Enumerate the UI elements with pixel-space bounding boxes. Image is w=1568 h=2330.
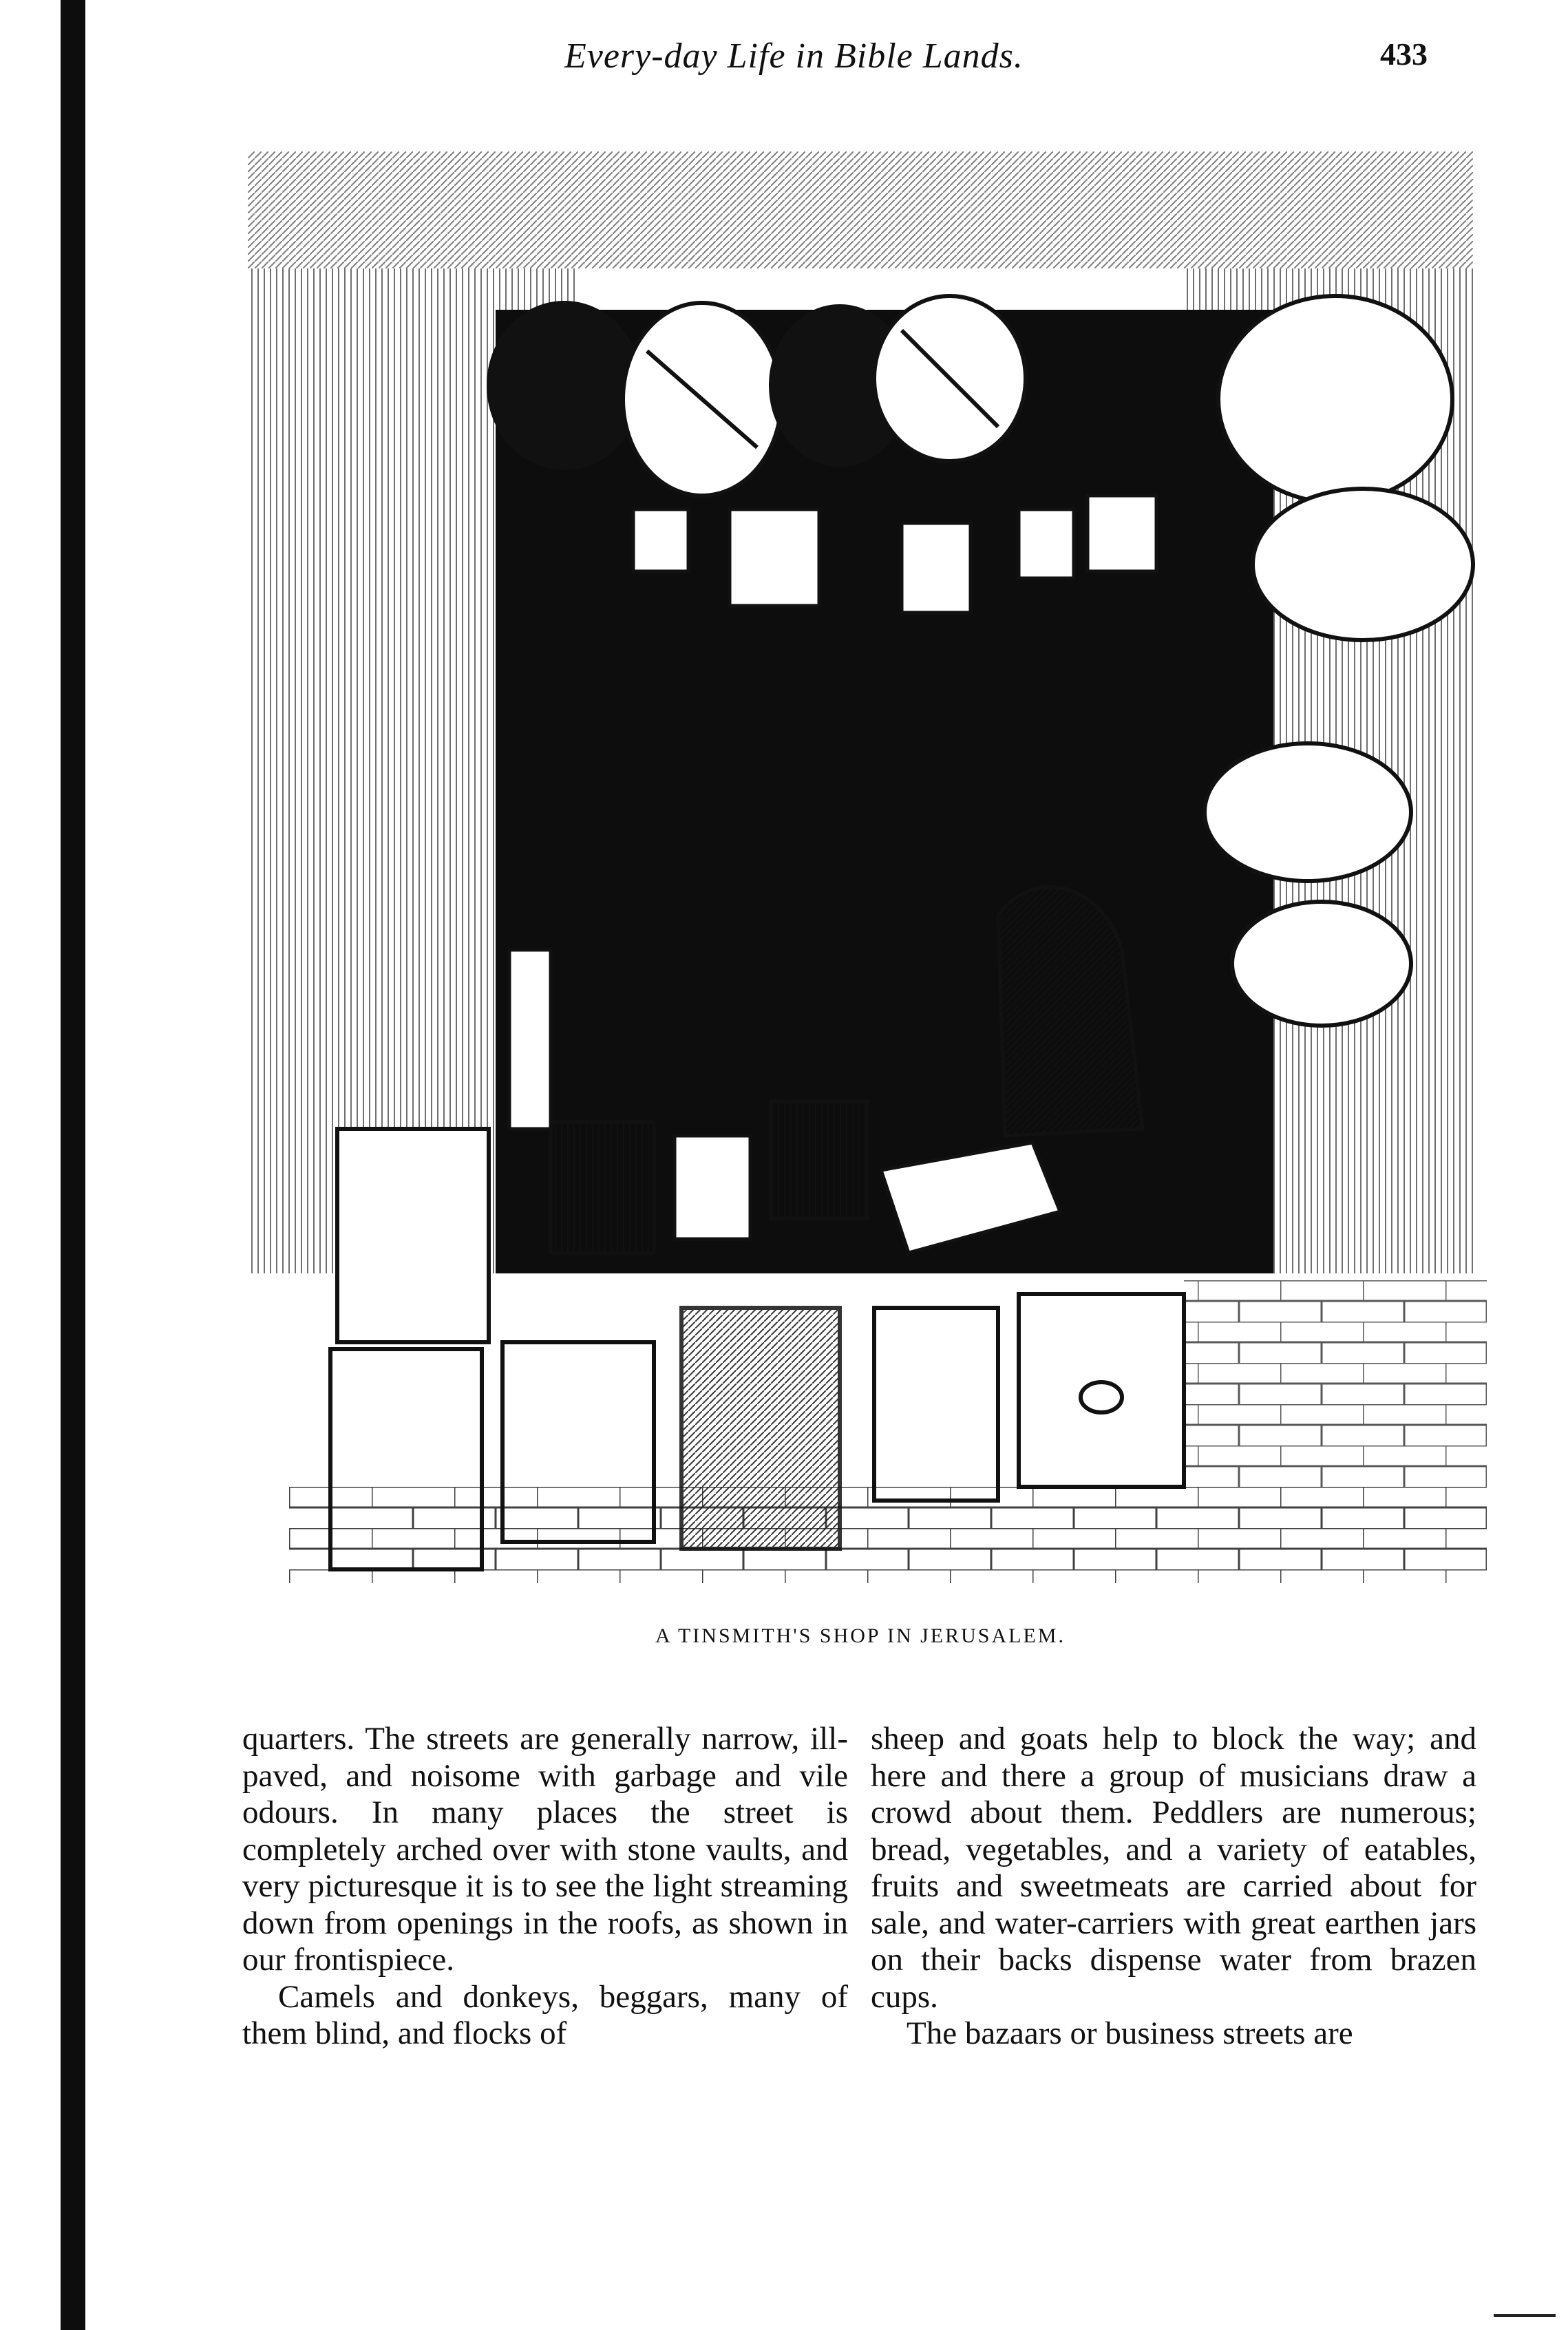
binding-edge-rule: [61, 0, 85, 2330]
running-head: Every-day Life in Bible Lands.: [564, 36, 1024, 76]
paragraph: Camels and donkeys, beggars, many of them blind, and flocks of: [242, 1978, 848, 2051]
street-paving: [289, 1487, 1487, 1583]
page-number: 433: [1380, 36, 1428, 72]
paragraph: The bazaars or business streets are: [907, 2015, 1353, 2051]
tinsmith-shop-engraving: [206, 124, 1514, 1597]
engraving-illustration: [206, 124, 1514, 1597]
text-column-right: [871, 1721, 1476, 2053]
text-column-left: [242, 1721, 848, 2053]
stone-lintel: [248, 151, 1473, 268]
paragraph: sheep and goats help to block the way; and here and there a group of musicians draw a crowd about them. Peddlers are numerous; bread, vegetables, and a variety of eatables, fruits and sweetmeats are carried about for sale, and water-carriers with great earthen jars on their backs dispense water from brazen cups.: [871, 1721, 1476, 2015]
side-paving: [1184, 1280, 1487, 1487]
paragraph: quarters. The streets are generally narrow, ill-paved, and noisome with garbage and vile odours. In many places the street is completely arched over with stone vaults, and very picturesque it is to see the light streaming down from openings in the roofs, as shown in our frontispiece.: [242, 1721, 848, 1978]
figure-caption: A TINSMITH'S SHOP IN JERUSALEM.: [655, 1624, 1066, 1647]
footer-rule: [1494, 2314, 1556, 2317]
